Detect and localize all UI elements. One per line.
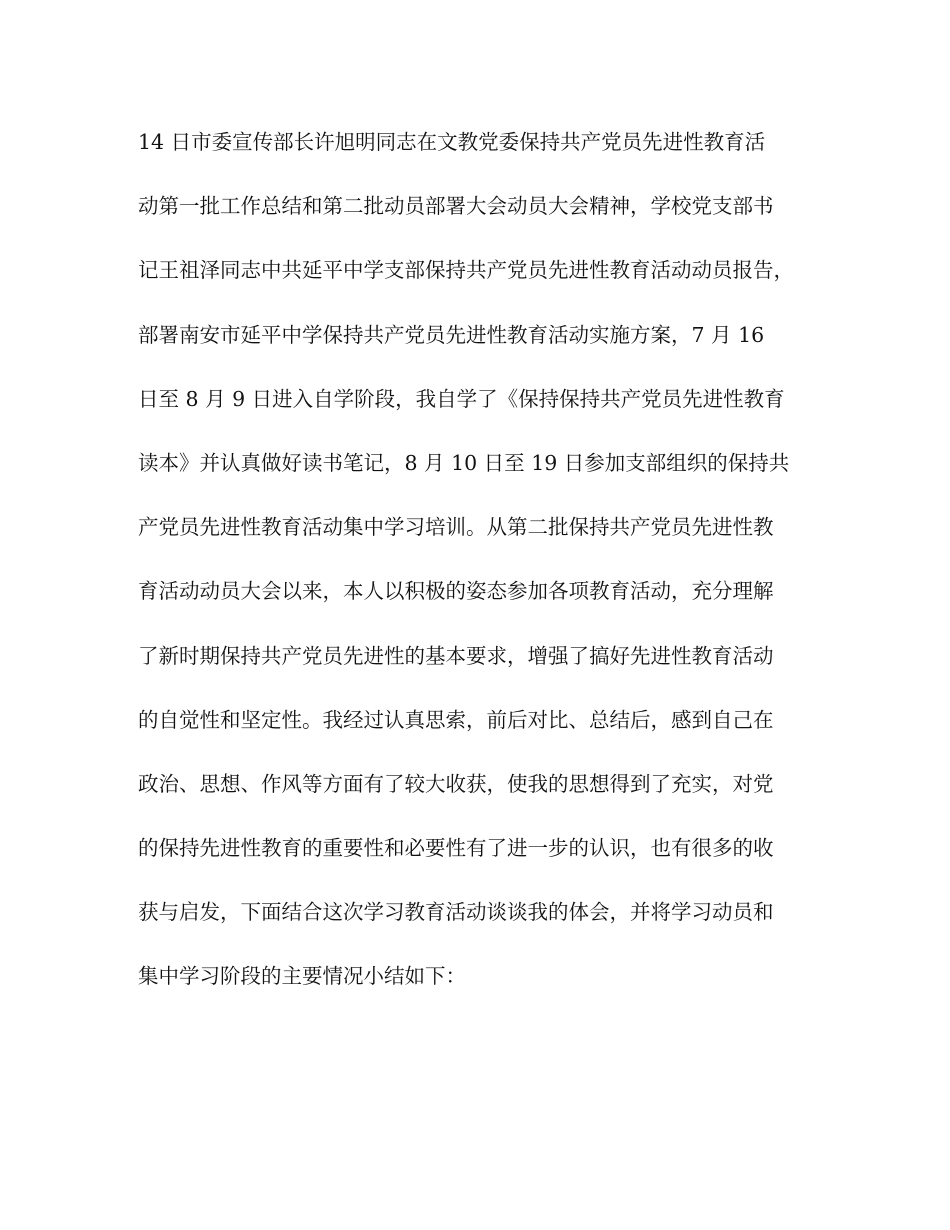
text-line: 产党员先进性教育活动集中学习培训。从第二批保持共产党员先进性教 [138, 515, 774, 540]
text-line: 部署南安市延平中学保持共产党员先进性教育活动实施方案，7 月 16 [138, 322, 765, 347]
text-line: 读本》并认真做好读书笔记，8 月 10 日至 19 日参加支部组织的保持共 [138, 450, 790, 475]
body-text [138, 126, 828, 1025]
text-line: 记王祖泽同志中共延平中学支部保持共产党员先进性教育活动动员报告， [138, 258, 794, 283]
text-line: 14 日市委宣传部长许旭明同志在文教党委保持共产党员先进性教育活 [138, 130, 766, 154]
text-line: 了新时期保持共产党员先进性的基本要求，增强了搞好先进性教育活动 [138, 643, 774, 668]
text-line: 的自觉性和坚定性。我经过认真思索，前后对比、总结后，感到自己在 [138, 707, 774, 732]
text-line: 动第一批工作总结和第二批动员部署大会动员大会精神，学校党支部书 [138, 194, 774, 219]
text-line: 日至 8 月 9 日进入自学阶段，我自学了《保持保持共产党员先进性教育 [138, 386, 785, 411]
text-line: 获与启发，下面结合这次学习教育活动谈谈我的体会，并将学习动员和 [138, 900, 774, 925]
text-line: 育活动动员大会以来，本人以积极的姿态参加各项教育活动，充分理解 [138, 579, 774, 604]
text-line: 政治、思想、作风等方面有了较大收获，使我的思想得到了充实，对党 [138, 771, 774, 796]
text-line: 的保持先进性教育的重要性和必要性有了进一步的认识，也有很多的收 [138, 836, 774, 861]
text-line: 集中学习阶段的主要情况小结如下： [138, 964, 466, 989]
